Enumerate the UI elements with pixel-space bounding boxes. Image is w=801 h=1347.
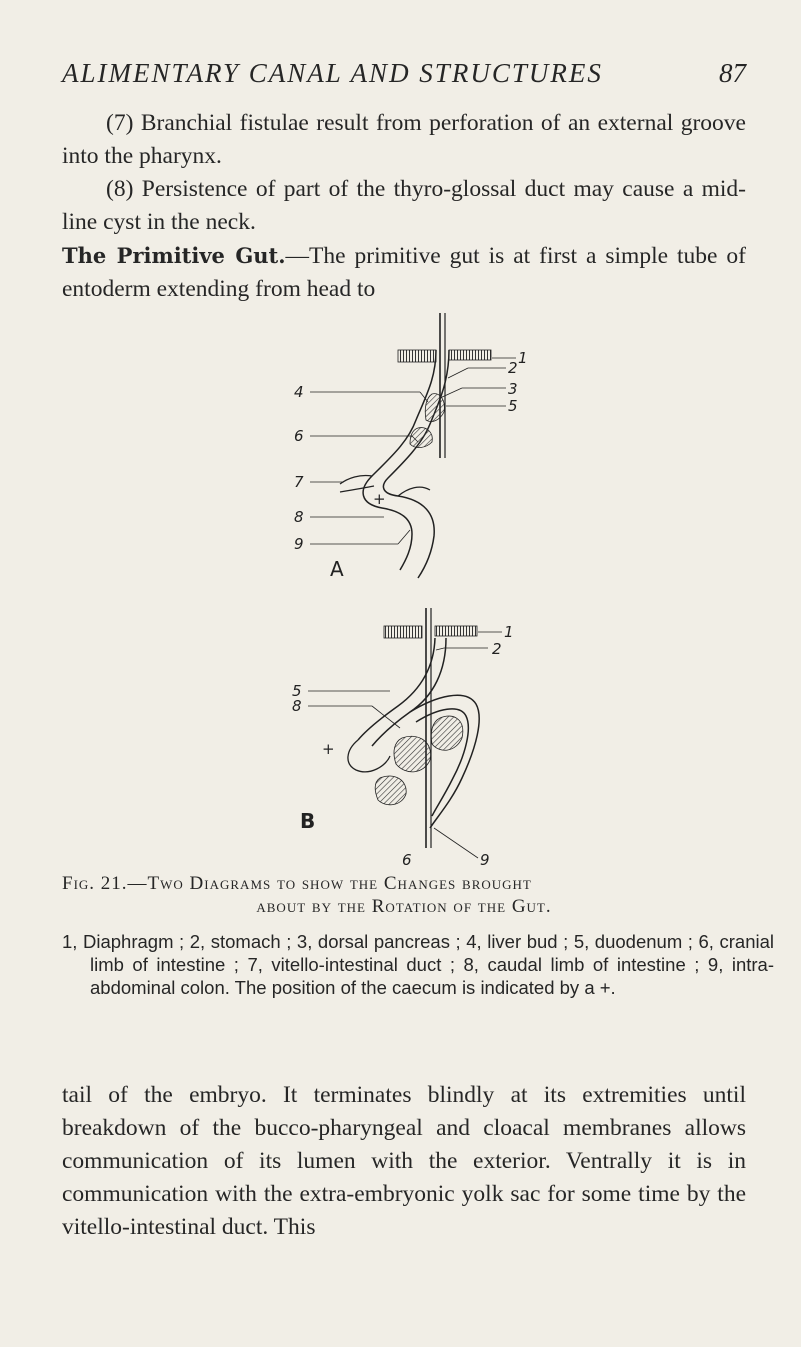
diagram-a-label-5: 5 [508,397,518,415]
figure-caption [62,872,746,918]
diagram-a-caecum-marker: + [373,490,386,508]
diagram-b [292,608,514,868]
diagram-a-label-4: 4 [294,383,304,401]
diagram-b-label-9: 9 [480,851,490,868]
paragraph-primitive-gut [62,239,746,306]
paragraph-7: (7) Branchial fistulae result from perforation of an external groove into the pharynx. [62,110,746,169]
running-header [62,58,746,89]
diagram-b-letter: B [300,809,316,833]
caption-title-line1: —Two Diagrams to show the Changes brought [127,873,532,894]
paragraph-continuation: tail of the embryo. It terminates blindly at its extremities until breakdown of the bucco-pharyngeal and cloacal membranes allows communication of its lumen with the exterior. Ventrally it is in communication with the extra-embryonic yolk sac for some time by the vitello-intestinal duct. This [62,1082,746,1240]
caption-title-line2: about by the Rotation of the Gut. [256,896,552,917]
paragraph-8: (8) Persistence of part of the thyro-glossal duct may cause a mid-line cyst in the neck. [62,176,746,235]
section-run-in-heading: The Primitive Gut. [62,243,286,268]
diagram-a-label-3: 3 [508,380,518,398]
diagram-a-label-8: 8 [294,508,304,526]
diagram-b-label-8: 8 [292,697,302,715]
figure-number: Fig. 21. [62,873,128,894]
diagram-b-label-5: 5 [292,682,302,700]
figure-21 [240,308,560,868]
diagram-a-letter: A [330,557,344,581]
primitive-gut-text: —The primitive gut is at first a simple tube of entoderm extending from head to [62,243,746,302]
gut-rotation-diagrams [240,308,560,868]
figure-legend: 1, Diaphragm ; 2, stomach ; 3, dorsal pancreas ; 4, liver bud ; 5, duodenum ; 6, cranial limb of intestine ; 7, vitello-intestinal duct ; 8, caudal limb of intestine ; 9, intra-abdominal colon. The position of the caecum is indicated by a +. [62,931,774,998]
diagram-a-label-7: 7 [294,473,304,491]
diagram-b-label-1: 1 [504,623,514,641]
diagram-a-label-6: 6 [294,427,304,445]
diagram-a-label-2: 2 [508,359,518,377]
diagram-b-label-2: 2 [492,640,502,658]
diagram-a-label-1: 1 [518,349,528,367]
page-number: 87 [719,58,746,88]
diagram-b-caecum-marker: + [322,740,335,758]
diagram-b-label-6: 6 [402,851,412,868]
diagram-a-label-9: 9 [294,535,304,553]
diagram-a [294,313,528,581]
running-title: ALIMENTARY CANAL AND STRUCTURES [62,58,603,88]
